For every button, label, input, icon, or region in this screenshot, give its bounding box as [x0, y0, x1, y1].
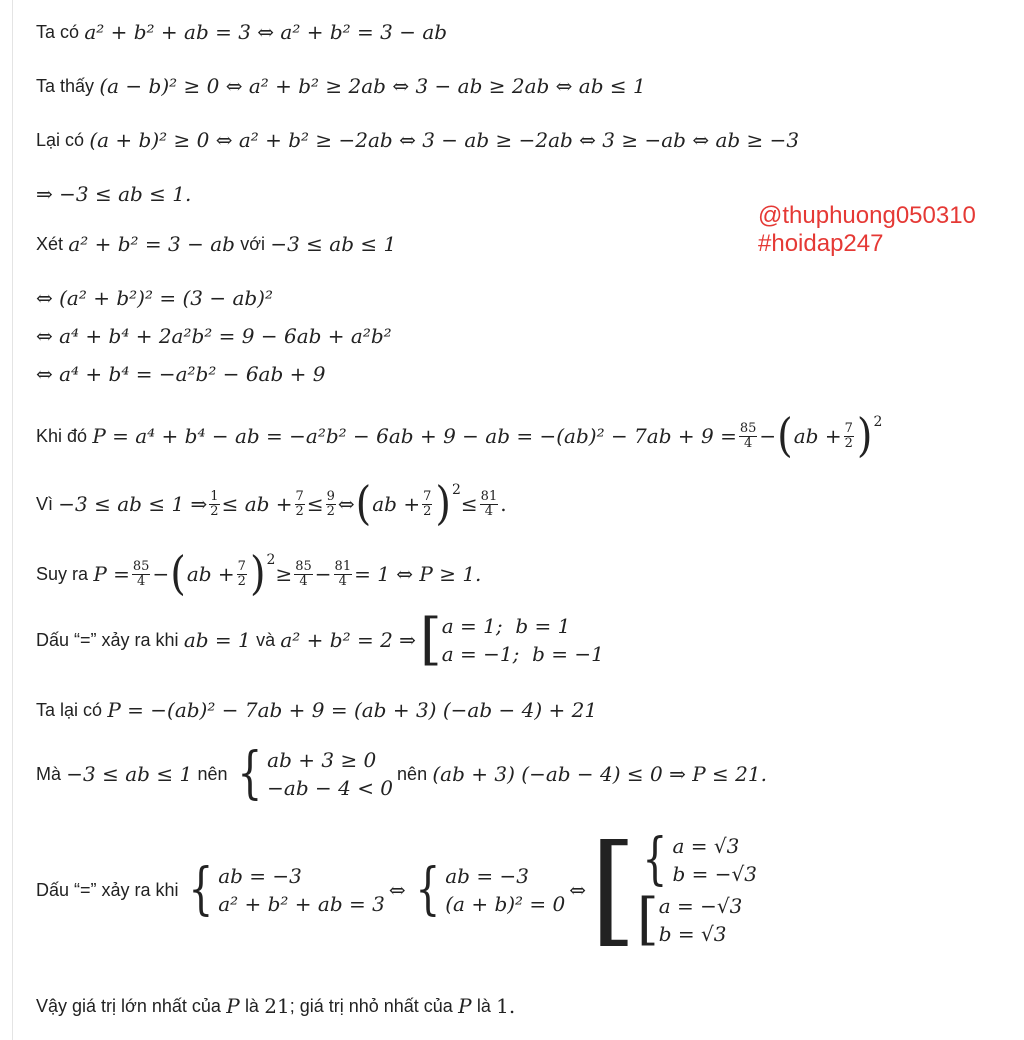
fraction — [739, 422, 758, 451]
fraction — [326, 490, 336, 519]
text: Ta có — [36, 21, 80, 42]
math: a = −√3 — [658, 894, 743, 918]
text: Vậy giá trị lớn nhất của — [36, 995, 221, 1016]
line-10 — [36, 477, 507, 531]
text: Vì — [36, 493, 54, 514]
math: ⇔ — [337, 492, 355, 516]
math: a = 1; b = 1 — [441, 614, 571, 638]
line-8 — [36, 362, 325, 386]
line-13 — [36, 698, 597, 722]
brace-system-1 — [183, 857, 385, 922]
text: Ta thấy — [36, 75, 95, 96]
line-7 — [36, 324, 392, 348]
line-11 — [36, 547, 482, 601]
math: ab = −3 — [445, 864, 529, 888]
denominator: 4 — [484, 503, 494, 519]
fraction — [422, 490, 432, 519]
line-1 — [36, 20, 447, 44]
numerator: 7 — [295, 488, 304, 504]
math: ab = 1 — [183, 628, 251, 652]
brace: { — [187, 857, 213, 922]
text: nên — [397, 763, 428, 784]
text: Xét — [36, 233, 64, 254]
line-15 — [36, 820, 761, 959]
fraction — [334, 560, 353, 589]
text: Ta lại có — [36, 699, 103, 720]
bracket: [ — [590, 820, 637, 959]
math: a = √3 — [672, 834, 740, 858]
numerator: 7 — [423, 488, 432, 504]
bracket: [ — [636, 887, 659, 952]
math: b = −√3 — [672, 862, 758, 886]
right-paren: ) — [249, 547, 266, 601]
bracket-system — [419, 607, 604, 672]
math: ⇔ a⁴ + b⁴ = −a²b² − 6ab + 9 — [36, 362, 326, 386]
denominator: 4 — [299, 573, 308, 589]
math: ⇔ a⁴ + b⁴ + 2a²b² = 9 − 6ab + a²b² — [36, 324, 392, 348]
text: Dấu “=” xảy ra khi — [36, 879, 179, 900]
math: −3 ≤ ab ≤ 1 ⇒ — [58, 492, 208, 516]
math: a² + b² + ab = 3 — [218, 892, 385, 916]
math: ≤ ab + — [221, 492, 293, 516]
fraction — [209, 490, 219, 519]
math: P — [226, 994, 240, 1018]
line-3 — [36, 128, 799, 152]
math: −3 ≤ ab ≤ 1 — [270, 232, 397, 256]
denominator: 2 — [423, 503, 432, 519]
math: ab + — [186, 562, 235, 586]
numerator: 85 — [295, 558, 312, 574]
text: với — [240, 233, 266, 254]
line-5 — [36, 232, 396, 256]
text: là — [244, 995, 259, 1016]
numerator: 85 — [739, 420, 757, 436]
brace-system-3 — [637, 827, 758, 892]
denominator: 4 — [338, 573, 347, 589]
denominator: 4 — [743, 435, 753, 451]
math: ≤ — [460, 492, 478, 516]
math: −3 ≤ ab ≤ 1 — [66, 762, 193, 786]
numerator: 7 — [237, 558, 246, 574]
math: − — [152, 562, 170, 586]
math: ab + — [793, 424, 842, 448]
math: a² + b² = 3 − ab — [68, 232, 235, 256]
text: Mà — [36, 763, 62, 784]
numerator: 9 — [326, 488, 335, 504]
line-6 — [36, 286, 273, 310]
watermark — [758, 202, 976, 258]
numerator: 7 — [844, 420, 853, 436]
numerator: 81 — [480, 488, 498, 504]
text: Suy ra — [36, 563, 89, 584]
right-paren: ) — [856, 409, 873, 463]
text: Dấu “=” xảy ra khi — [36, 629, 179, 650]
numerator: 85 — [132, 558, 150, 574]
text: là — [476, 995, 491, 1016]
math: ⇔ (a² + b²)² = (3 − ab)² — [36, 286, 273, 310]
brace: { — [642, 827, 668, 892]
numerator: 1 — [210, 488, 219, 504]
math: (a − b)² ≥ 0 ⇔ a² + b² ≥ 2ab ⇔ 3 − ab ≥ 2ab ⇔ ab ≤ 1 — [99, 74, 646, 98]
fraction — [480, 490, 499, 519]
denominator: 2 — [237, 573, 246, 589]
left-paren: ( — [355, 477, 372, 531]
brace-system-2 — [410, 857, 566, 922]
brace: { — [236, 741, 262, 806]
math: ab + 3 ≥ 0 — [267, 748, 377, 772]
system-rows — [636, 827, 758, 952]
math: − — [759, 424, 777, 448]
right-paren: ) — [435, 477, 451, 531]
line-12 — [36, 607, 608, 672]
math: P = — [93, 562, 130, 586]
line-14 — [36, 741, 767, 806]
text: và — [256, 629, 276, 650]
fraction — [295, 490, 305, 519]
math: 1. — [496, 994, 516, 1018]
math: a² + b² = 2 ⇒ — [280, 628, 416, 652]
fraction — [294, 560, 313, 589]
math: − — [314, 562, 332, 586]
line-9 — [36, 409, 883, 463]
text: nên — [197, 763, 228, 784]
math: ⇔ — [388, 878, 406, 902]
fraction — [844, 422, 854, 451]
math: P = −(ab)² − 7ab + 9 = (ab + 3) (−ab − 4) + 21 — [107, 698, 598, 722]
math: ≥ — [275, 562, 293, 586]
fraction — [132, 560, 151, 589]
text: Lại có — [36, 129, 85, 150]
math: (a + b)² ≥ 0 ⇔ a² + b² ≥ −2ab ⇔ 3 − ab ≥ −2ab ⇔ 3 ≥ −ab ⇔ ab ≥ −3 — [89, 128, 800, 152]
line-4 — [36, 182, 191, 206]
exponent: 2 — [451, 482, 461, 498]
math: ≤ — [306, 492, 324, 516]
bracket-system-outer — [590, 820, 758, 959]
math: 21 — [264, 994, 290, 1018]
system-rows — [442, 614, 604, 666]
math: b = √3 — [658, 922, 727, 946]
math: −ab − 4 < 0 — [267, 776, 394, 800]
line-16 — [36, 994, 515, 1018]
left-paren: ( — [777, 409, 793, 463]
math: P = a⁴ + b⁴ − ab = −a²b² − 6ab + 9 − ab = −(ab)² − 7ab + 9 = — [92, 424, 737, 448]
math: ab = −3 — [218, 864, 302, 888]
math: P — [458, 994, 472, 1018]
math: a² + b² + ab = 3 ⇔ a² + b² = 3 − ab — [84, 20, 448, 44]
system-rows — [673, 834, 758, 886]
exponent: 2 — [266, 552, 276, 568]
math: . — [500, 492, 507, 516]
fraction — [237, 560, 247, 589]
brace-system — [232, 741, 394, 806]
system-rows — [659, 894, 743, 946]
exponent: 2 — [873, 414, 883, 430]
watermark-user: @thuphuong050310 — [758, 202, 976, 229]
bracket: [ — [419, 607, 442, 672]
denominator: 2 — [210, 503, 219, 519]
watermark-tag: #hoidap247 — [758, 230, 884, 257]
bracket-system-4 — [636, 887, 757, 952]
math: = 1 ⇔ P ≥ 1. — [354, 562, 482, 586]
math: (a + b)² = 0 — [445, 892, 566, 916]
math: ⇒ −3 ≤ ab ≤ 1. — [36, 182, 192, 206]
brace: { — [414, 857, 440, 922]
math: a = −1; b = −1 — [441, 642, 604, 666]
numerator: 81 — [334, 558, 352, 574]
text: ; giá trị nhỏ nhất của — [289, 995, 453, 1016]
denominator: 4 — [137, 573, 146, 589]
system-rows — [445, 864, 565, 916]
denominator: 2 — [326, 503, 335, 519]
left-paren: ( — [170, 547, 186, 601]
math: ab + — [372, 492, 421, 516]
system-rows — [267, 748, 393, 800]
denominator: 2 — [295, 503, 304, 519]
system-rows — [218, 864, 385, 916]
text: Khi đó — [36, 425, 88, 446]
line-2 — [36, 74, 646, 98]
denominator: 2 — [844, 435, 853, 451]
math: (ab + 3) (−ab − 4) ≤ 0 ⇒ P ≤ 21. — [432, 762, 767, 786]
math: ⇔ — [569, 878, 587, 902]
